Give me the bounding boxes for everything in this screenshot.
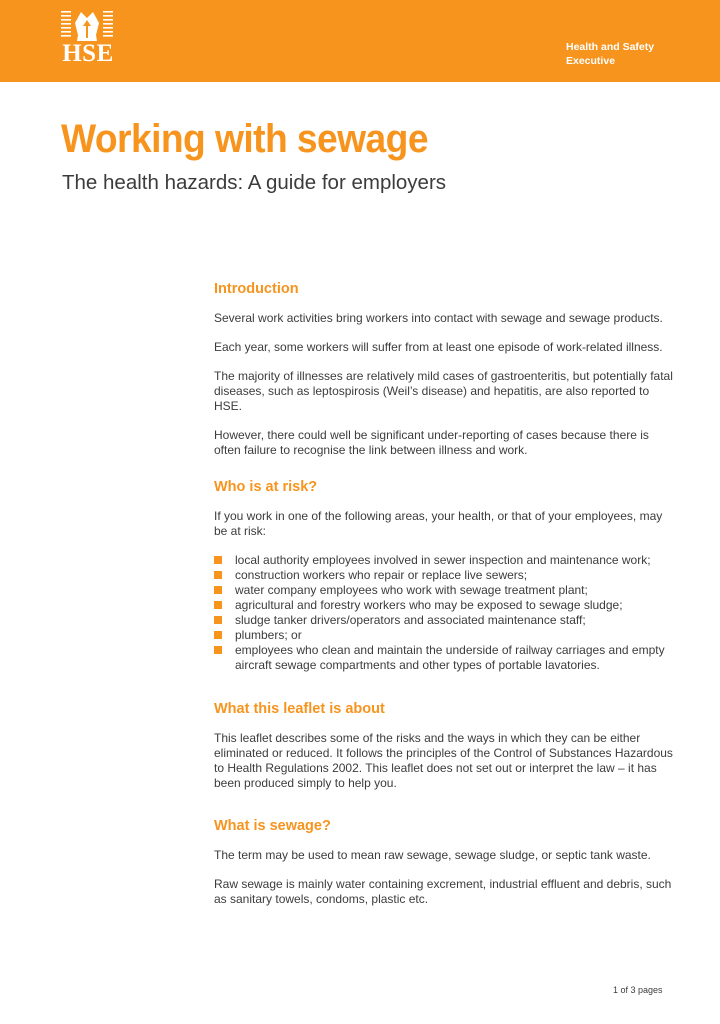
paragraph: The term may be used to mean raw sewage, sewage sludge, or septic tank waste.	[214, 848, 651, 862]
bullet-square-icon	[214, 631, 222, 639]
hse-logo-text: HSE	[62, 40, 114, 67]
paragraph: However, there could well be significant under-reporting of cases because there is often failure to recognise the link between illness and work.	[214, 428, 649, 457]
bullet-square-icon	[214, 616, 222, 624]
section-heading: Who is at risk?	[214, 479, 318, 495]
section-what-is-sewage	[214, 817, 674, 907]
paragraph: Several work activities bring workers into contact with sewage and sewage products.	[214, 311, 663, 325]
organization-name	[566, 41, 654, 68]
document-title: Working with sewage	[61, 117, 428, 161]
list-item-text: sludge tanker drivers/operators and associated maintenance staff;	[235, 613, 586, 627]
section-heading: Introduction	[214, 281, 299, 297]
paragraph: Each year, some workers will suffer from at least one episode of work-related illness.	[214, 340, 663, 354]
section-who-at-risk	[214, 478, 674, 673]
main-content	[214, 280, 674, 927]
list-item	[214, 613, 674, 628]
bullet-square-icon	[214, 556, 222, 564]
list-item-text: construction workers who repair or replace live sewers;	[235, 568, 528, 582]
paragraph: If you work in one of the following areas, your health, or that of your employees, may be at risk:	[214, 509, 663, 538]
paragraph: Raw sewage is mainly water containing excrement, industrial effluent and debris, such as sanitary towels, condoms, plastic etc.	[214, 877, 672, 906]
list-item	[214, 583, 674, 598]
list-item-text: employees who clean and maintain the underside of railway carriages and empty aircraft sewage compartments and other types of portable lavatories.	[235, 643, 665, 672]
list-item	[214, 598, 674, 613]
section-leaflet-about	[214, 700, 674, 791]
header-banner	[0, 0, 720, 82]
list-item	[214, 553, 674, 568]
org-name-line2: Executive	[566, 54, 616, 67]
bullet-square-icon	[214, 571, 222, 579]
section-heading: What is sewage?	[214, 818, 331, 834]
at-risk-list	[214, 553, 674, 673]
org-name-line1: Health and Safety	[566, 41, 655, 53]
page-indicator: 1 of 3 pages	[613, 985, 663, 995]
hse-logo	[61, 11, 115, 67]
bullet-square-icon	[214, 601, 222, 609]
bullet-square-icon	[214, 646, 222, 654]
list-item-text: agricultural and forestry workers who may be exposed to sewage sludge;	[235, 598, 623, 612]
list-item	[214, 643, 674, 673]
list-item	[214, 568, 674, 583]
section-introduction	[214, 280, 674, 458]
list-item-text: local authority employees involved in sewer inspection and maintenance work;	[235, 553, 651, 567]
section-heading: What this leaflet is about	[214, 701, 385, 717]
document-subtitle: The health hazards: A guide for employers	[62, 171, 447, 194]
list-item-text: plumbers; or	[235, 628, 302, 642]
hse-emblem-icon	[61, 11, 113, 41]
paragraph: The majority of illnesses are relatively mild cases of gastroenteritis, but potentially fatal diseases, such as leptospirosis (Weil’s disease) and hepatitis, are also reported to HSE.	[214, 369, 673, 413]
bullet-square-icon	[214, 586, 222, 594]
list-item-text: water company employees who work with sewage treatment plant;	[235, 583, 588, 597]
paragraph: This leaflet describes some of the risks and the ways in which they can be either eliminated or reduced. It follows the principles of the Control of Substances Hazardous to Health Regulations 2002. This leaflet does not set out or interpret the law – it has been produced simply to help you.	[214, 731, 673, 790]
list-item	[214, 628, 674, 643]
